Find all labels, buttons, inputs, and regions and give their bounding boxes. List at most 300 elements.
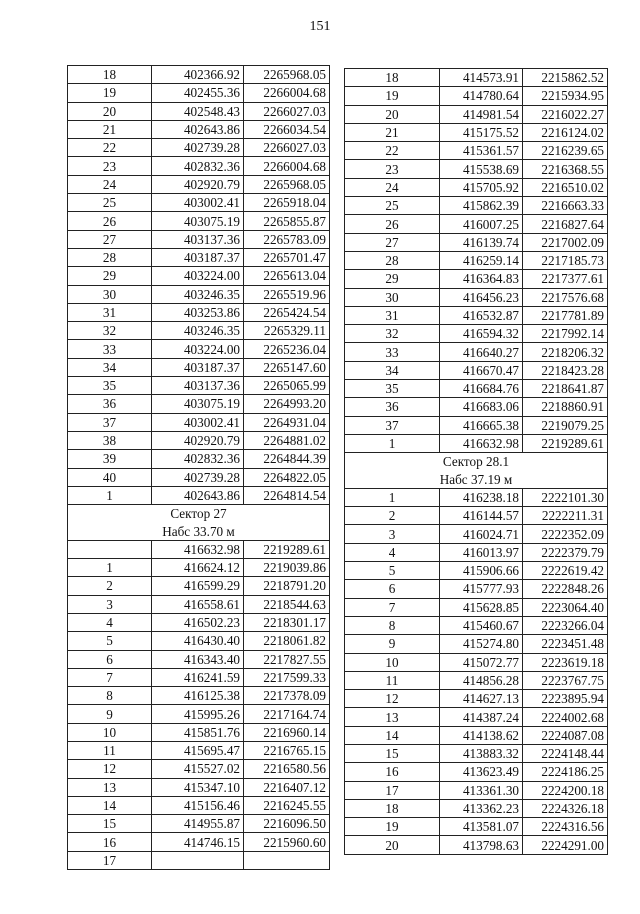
point-number-cell: 40 [68, 468, 152, 486]
table-row [68, 358, 330, 376]
y-coordinate-cell: 2216580.56 [244, 760, 330, 778]
table-row [68, 723, 330, 741]
x-coordinate-cell: 415695.47 [152, 741, 244, 759]
x-coordinate-cell: 416632.98 [440, 434, 523, 452]
x-coordinate-cell: 402739.28 [152, 139, 244, 157]
table-row [68, 102, 330, 120]
point-number-cell: 36 [68, 395, 152, 413]
y-coordinate-cell: 2216765.15 [244, 741, 330, 759]
x-coordinate-cell: 415851.76 [152, 723, 244, 741]
x-coordinate-cell: 416670.47 [440, 361, 523, 379]
y-coordinate-cell: 2218301.17 [244, 613, 330, 631]
point-number-cell: 38 [68, 431, 152, 449]
y-coordinate-cell: 2224326.18 [523, 799, 608, 817]
x-coordinate-cell: 416594.32 [440, 325, 523, 343]
table-row [345, 142, 608, 160]
y-coordinate-cell: 2266027.03 [244, 102, 330, 120]
table-row [345, 488, 608, 506]
point-number-cell: 11 [345, 671, 440, 689]
table-row [345, 178, 608, 196]
table-row [345, 197, 608, 215]
y-coordinate-cell: 2224002.68 [523, 708, 608, 726]
table-row [345, 507, 608, 525]
x-coordinate-cell: 403137.36 [152, 230, 244, 248]
x-coordinate-cell: 416007.25 [440, 215, 523, 233]
x-coordinate-cell: 415361.57 [440, 142, 523, 160]
y-coordinate-cell: 2265968.05 [244, 175, 330, 193]
table-row [68, 230, 330, 248]
x-coordinate-cell: 402643.86 [152, 120, 244, 138]
table-row [345, 270, 608, 288]
table-row [68, 248, 330, 266]
y-coordinate-cell: 2264931.04 [244, 413, 330, 431]
table-row [345, 87, 608, 105]
y-coordinate-cell: 2219079.25 [523, 416, 608, 434]
y-coordinate-cell: 2217992.14 [523, 325, 608, 343]
y-coordinate-cell: 2265613.04 [244, 267, 330, 285]
point-number-cell: 32 [68, 322, 152, 340]
point-number-cell: 32 [345, 325, 440, 343]
y-coordinate-cell: 2218423.28 [523, 361, 608, 379]
y-coordinate-cell: 2217185.73 [523, 251, 608, 269]
point-number-cell: 18 [68, 66, 152, 84]
y-coordinate-cell: 2222379.79 [523, 543, 608, 561]
y-coordinate-cell: 2217599.33 [244, 668, 330, 686]
point-number-cell: 9 [68, 705, 152, 723]
point-number-cell: 28 [345, 251, 440, 269]
sector-title: Сектор 27 [68, 505, 330, 523]
x-coordinate-cell: 416624.12 [152, 559, 244, 577]
y-coordinate-cell: 2217378.09 [244, 687, 330, 705]
table-row [68, 322, 330, 340]
table-row [68, 668, 330, 686]
table-row [68, 687, 330, 705]
table-row [68, 559, 330, 577]
x-coordinate-cell: 414856.28 [440, 671, 523, 689]
x-coordinate-cell: 415175.52 [440, 123, 523, 141]
point-number-cell: 39 [68, 450, 152, 468]
point-number-cell: 37 [345, 416, 440, 434]
table-row [68, 413, 330, 431]
point-number-cell: 3 [345, 525, 440, 543]
table-row [68, 139, 330, 157]
y-coordinate-cell: 2224316.56 [523, 818, 608, 836]
y-coordinate-cell: 2218206.32 [523, 343, 608, 361]
x-coordinate-cell: 416144.57 [440, 507, 523, 525]
table-row [345, 343, 608, 361]
point-number-cell: 23 [345, 160, 440, 178]
point-number-cell [68, 540, 152, 558]
x-coordinate-cell: 414138.62 [440, 726, 523, 744]
sector-title: Сектор 28.1 [345, 453, 608, 471]
y-coordinate-cell: 2264844.39 [244, 450, 330, 468]
y-coordinate-cell: 2223619.18 [523, 653, 608, 671]
x-coordinate-cell: 414627.13 [440, 690, 523, 708]
y-coordinate-cell: 2218641.87 [523, 380, 608, 398]
point-number-cell: 13 [68, 778, 152, 796]
point-number-cell: 25 [68, 194, 152, 212]
table-row [345, 744, 608, 762]
x-coordinate-cell: 415538.69 [440, 160, 523, 178]
table-row [345, 525, 608, 543]
coordinate-table-right [344, 68, 608, 855]
table-row [68, 760, 330, 778]
sector-elevation-row [68, 522, 330, 540]
x-coordinate-cell: 403246.35 [152, 322, 244, 340]
y-coordinate-cell: 2216096.50 [244, 815, 330, 833]
point-number-cell: 26 [68, 212, 152, 230]
table-row [345, 380, 608, 398]
point-number-cell: 17 [68, 851, 152, 869]
table-row [345, 726, 608, 744]
point-number-cell: 7 [68, 668, 152, 686]
x-coordinate-cell: 416683.06 [440, 398, 523, 416]
table-row [345, 288, 608, 306]
x-coordinate-cell: 413362.23 [440, 799, 523, 817]
y-coordinate-cell: 2216960.14 [244, 723, 330, 741]
y-coordinate-cell: 2218791.20 [244, 577, 330, 595]
table-row [345, 306, 608, 324]
table-row [68, 157, 330, 175]
x-coordinate-cell: 402548.43 [152, 102, 244, 120]
x-coordinate-cell: 402920.79 [152, 431, 244, 449]
x-coordinate-cell: 414981.54 [440, 105, 523, 123]
table-row [345, 361, 608, 379]
x-coordinate-cell: 416684.76 [440, 380, 523, 398]
y-coordinate-cell: 2218061.82 [244, 632, 330, 650]
point-number-cell: 30 [68, 285, 152, 303]
y-coordinate-cell: 2264993.20 [244, 395, 330, 413]
point-number-cell: 3 [68, 595, 152, 613]
point-number-cell: 20 [345, 105, 440, 123]
y-coordinate-cell: 2224087.08 [523, 726, 608, 744]
point-number-cell: 1 [345, 434, 440, 452]
y-coordinate-cell: 2265519.96 [244, 285, 330, 303]
table-row [68, 613, 330, 631]
y-coordinate-cell: 2265968.05 [244, 66, 330, 84]
point-number-cell: 8 [345, 616, 440, 634]
table-row [68, 815, 330, 833]
point-number-cell: 14 [345, 726, 440, 744]
table-row [68, 796, 330, 814]
point-number-cell: 1 [345, 488, 440, 506]
page-number: 151 [309, 19, 331, 34]
table-row [68, 540, 330, 558]
x-coordinate-cell: 415777.93 [440, 580, 523, 598]
point-number-cell: 35 [68, 377, 152, 395]
x-coordinate-cell: 416139.74 [440, 233, 523, 251]
x-coordinate-cell: 415906.66 [440, 562, 523, 580]
y-coordinate-cell: 2222619.42 [523, 562, 608, 580]
x-coordinate-cell: 416640.27 [440, 343, 523, 361]
table-row [345, 434, 608, 452]
table-row [345, 543, 608, 561]
point-number-cell: 15 [68, 815, 152, 833]
y-coordinate-cell: 2223064.40 [523, 598, 608, 616]
point-number-cell: 31 [68, 303, 152, 321]
y-coordinate-cell: 2216407.12 [244, 778, 330, 796]
y-coordinate-cell: 2216245.55 [244, 796, 330, 814]
point-number-cell: 34 [68, 358, 152, 376]
y-coordinate-cell: 2218860.91 [523, 398, 608, 416]
x-coordinate-cell: 415072.77 [440, 653, 523, 671]
y-coordinate-cell: 2264881.02 [244, 431, 330, 449]
y-coordinate-cell: 2224186.25 [523, 763, 608, 781]
y-coordinate-cell: 2216510.02 [523, 178, 608, 196]
point-number-cell: 9 [345, 635, 440, 653]
y-coordinate-cell: 2216663.33 [523, 197, 608, 215]
table-row [345, 580, 608, 598]
x-coordinate-cell: 413883.32 [440, 744, 523, 762]
sector-elevation: Набс 33.70 м [68, 522, 330, 540]
x-coordinate-cell: 415862.39 [440, 197, 523, 215]
table-row [345, 799, 608, 817]
point-number-cell: 24 [345, 178, 440, 196]
table-row [345, 708, 608, 726]
y-coordinate-cell: 2216827.64 [523, 215, 608, 233]
x-coordinate-cell: 416502.23 [152, 613, 244, 631]
x-coordinate-cell: 414780.64 [440, 87, 523, 105]
point-number-cell: 13 [345, 708, 440, 726]
point-number-cell: 21 [345, 123, 440, 141]
y-coordinate-cell: 2265329.11 [244, 322, 330, 340]
point-number-cell: 12 [68, 760, 152, 778]
x-coordinate-cell: 415156.46 [152, 796, 244, 814]
point-number-cell: 33 [345, 343, 440, 361]
table-row [345, 215, 608, 233]
y-coordinate-cell: 2224291.00 [523, 836, 608, 854]
x-coordinate-cell: 403253.86 [152, 303, 244, 321]
table-row [68, 212, 330, 230]
table-row [68, 486, 330, 504]
table-row [345, 325, 608, 343]
point-number-cell: 21 [68, 120, 152, 138]
point-number-cell: 34 [345, 361, 440, 379]
y-coordinate-cell: 2265065.99 [244, 377, 330, 395]
point-number-cell: 23 [68, 157, 152, 175]
point-number-cell: 1 [68, 559, 152, 577]
table-row [68, 468, 330, 486]
sector-title-row [345, 453, 608, 471]
table-row [68, 303, 330, 321]
table-row [68, 285, 330, 303]
x-coordinate-cell: 414573.91 [440, 69, 523, 87]
table-row [345, 671, 608, 689]
x-coordinate-cell: 403075.19 [152, 395, 244, 413]
point-number-cell: 2 [68, 577, 152, 595]
x-coordinate-cell: 416024.71 [440, 525, 523, 543]
y-coordinate-cell: 2224200.18 [523, 781, 608, 799]
x-coordinate-cell: 403246.35 [152, 285, 244, 303]
point-number-cell: 37 [68, 413, 152, 431]
x-coordinate-cell: 413581.07 [440, 818, 523, 836]
x-coordinate-cell: 415705.92 [440, 178, 523, 196]
y-coordinate-cell: 2218544.63 [244, 595, 330, 613]
y-coordinate-cell: 2222848.26 [523, 580, 608, 598]
y-coordinate-cell: 2266004.68 [244, 157, 330, 175]
x-coordinate-cell: 403224.00 [152, 267, 244, 285]
x-coordinate-cell: 415347.10 [152, 778, 244, 796]
x-coordinate-cell: 416125.38 [152, 687, 244, 705]
x-coordinate-cell: 416632.98 [152, 540, 244, 558]
x-coordinate-cell: 403224.00 [152, 340, 244, 358]
point-number-cell: 19 [345, 818, 440, 836]
table-row [345, 635, 608, 653]
x-coordinate-cell: 414955.87 [152, 815, 244, 833]
coordinate-table-left [67, 65, 330, 870]
y-coordinate-cell: 2265236.04 [244, 340, 330, 358]
x-coordinate-cell: 402832.36 [152, 157, 244, 175]
point-number-cell: 10 [68, 723, 152, 741]
table-row [68, 632, 330, 650]
table-row [345, 105, 608, 123]
point-number-cell: 27 [345, 233, 440, 251]
table-row [345, 818, 608, 836]
x-coordinate-cell: 416532.87 [440, 306, 523, 324]
table-row [68, 194, 330, 212]
x-coordinate-cell: 416558.61 [152, 595, 244, 613]
table-row [68, 705, 330, 723]
x-coordinate-cell: 415995.26 [152, 705, 244, 723]
table-row [68, 395, 330, 413]
x-coordinate-cell: 402366.92 [152, 66, 244, 84]
point-number-cell: 30 [345, 288, 440, 306]
point-number-cell: 8 [68, 687, 152, 705]
point-number-cell: 16 [68, 833, 152, 851]
table-row [345, 233, 608, 251]
x-coordinate-cell: 413361.30 [440, 781, 523, 799]
y-coordinate-cell [244, 851, 330, 869]
table-row [68, 431, 330, 449]
point-number-cell: 15 [345, 744, 440, 762]
y-coordinate-cell: 2266027.03 [244, 139, 330, 157]
sector-title-row [68, 505, 330, 523]
table-row [68, 450, 330, 468]
table-row [345, 562, 608, 580]
point-number-cell: 6 [68, 650, 152, 668]
point-number-cell: 20 [345, 836, 440, 854]
x-coordinate-cell: 416343.40 [152, 650, 244, 668]
x-coordinate-cell: 403075.19 [152, 212, 244, 230]
point-number-cell: 11 [68, 741, 152, 759]
point-number-cell: 28 [68, 248, 152, 266]
point-number-cell: 27 [68, 230, 152, 248]
x-coordinate-cell: 415527.02 [152, 760, 244, 778]
y-coordinate-cell: 2264814.54 [244, 486, 330, 504]
table-row [68, 66, 330, 84]
point-number-cell: 36 [345, 398, 440, 416]
y-coordinate-cell: 2265918.04 [244, 194, 330, 212]
y-coordinate-cell: 2223767.75 [523, 671, 608, 689]
y-coordinate-cell: 2223451.48 [523, 635, 608, 653]
point-number-cell: 10 [345, 653, 440, 671]
y-coordinate-cell: 2265855.87 [244, 212, 330, 230]
x-coordinate-cell: 402643.86 [152, 486, 244, 504]
y-coordinate-cell: 2219289.61 [523, 434, 608, 452]
y-coordinate-cell: 2223266.04 [523, 616, 608, 634]
point-number-cell: 24 [68, 175, 152, 193]
x-coordinate-cell: 416238.18 [440, 488, 523, 506]
y-coordinate-cell: 2217002.09 [523, 233, 608, 251]
x-coordinate-cell: 414387.24 [440, 708, 523, 726]
point-number-cell: 16 [345, 763, 440, 781]
table-row [345, 616, 608, 634]
point-number-cell: 5 [68, 632, 152, 650]
table-row [345, 653, 608, 671]
point-number-cell: 17 [345, 781, 440, 799]
x-coordinate-cell: 402832.36 [152, 450, 244, 468]
point-number-cell: 35 [345, 380, 440, 398]
point-number-cell: 4 [68, 613, 152, 631]
y-coordinate-cell: 2222352.09 [523, 525, 608, 543]
table-row [68, 595, 330, 613]
x-coordinate-cell: 416013.97 [440, 543, 523, 561]
table-row [345, 836, 608, 854]
point-number-cell: 7 [345, 598, 440, 616]
y-coordinate-cell: 2264822.05 [244, 468, 330, 486]
x-coordinate-cell: 403002.41 [152, 194, 244, 212]
y-coordinate-cell: 2265424.54 [244, 303, 330, 321]
point-number-cell: 14 [68, 796, 152, 814]
point-number-cell: 25 [345, 197, 440, 215]
table-row [68, 833, 330, 851]
point-number-cell: 29 [68, 267, 152, 285]
x-coordinate-cell: 416364.83 [440, 270, 523, 288]
table-row [345, 251, 608, 269]
table-row [345, 763, 608, 781]
table-row [68, 851, 330, 869]
table-row [345, 416, 608, 434]
y-coordinate-cell: 2217781.89 [523, 306, 608, 324]
x-coordinate-cell: 414746.15 [152, 833, 244, 851]
table-row [68, 340, 330, 358]
point-number-cell: 20 [68, 102, 152, 120]
y-coordinate-cell: 2217827.55 [244, 650, 330, 668]
x-coordinate-cell: 416456.23 [440, 288, 523, 306]
y-coordinate-cell: 2217164.74 [244, 705, 330, 723]
point-number-cell: 2 [345, 507, 440, 525]
y-coordinate-cell: 2216022.27 [523, 105, 608, 123]
table-row [345, 598, 608, 616]
y-coordinate-cell: 2216124.02 [523, 123, 608, 141]
table-row [345, 398, 608, 416]
y-coordinate-cell: 2219039.86 [244, 559, 330, 577]
y-coordinate-cell: 2217377.61 [523, 270, 608, 288]
x-coordinate-cell: 416599.29 [152, 577, 244, 595]
y-coordinate-cell: 2266004.68 [244, 84, 330, 102]
table-row [68, 84, 330, 102]
point-number-cell: 18 [345, 69, 440, 87]
x-coordinate-cell: 415460.67 [440, 616, 523, 634]
y-coordinate-cell: 2217576.68 [523, 288, 608, 306]
x-coordinate-cell: 416430.40 [152, 632, 244, 650]
point-number-cell: 29 [345, 270, 440, 288]
y-coordinate-cell: 2219289.61 [244, 540, 330, 558]
y-coordinate-cell: 2266034.54 [244, 120, 330, 138]
y-coordinate-cell: 2222211.31 [523, 507, 608, 525]
y-coordinate-cell: 2223895.94 [523, 690, 608, 708]
y-coordinate-cell: 2265147.60 [244, 358, 330, 376]
point-number-cell: 1 [68, 486, 152, 504]
point-number-cell: 12 [345, 690, 440, 708]
table-row [68, 741, 330, 759]
y-coordinate-cell: 2222101.30 [523, 488, 608, 506]
x-coordinate-cell: 402455.36 [152, 84, 244, 102]
x-coordinate-cell: 415628.85 [440, 598, 523, 616]
table-row [68, 120, 330, 138]
x-coordinate-cell: 415274.80 [440, 635, 523, 653]
y-coordinate-cell: 2215862.52 [523, 69, 608, 87]
